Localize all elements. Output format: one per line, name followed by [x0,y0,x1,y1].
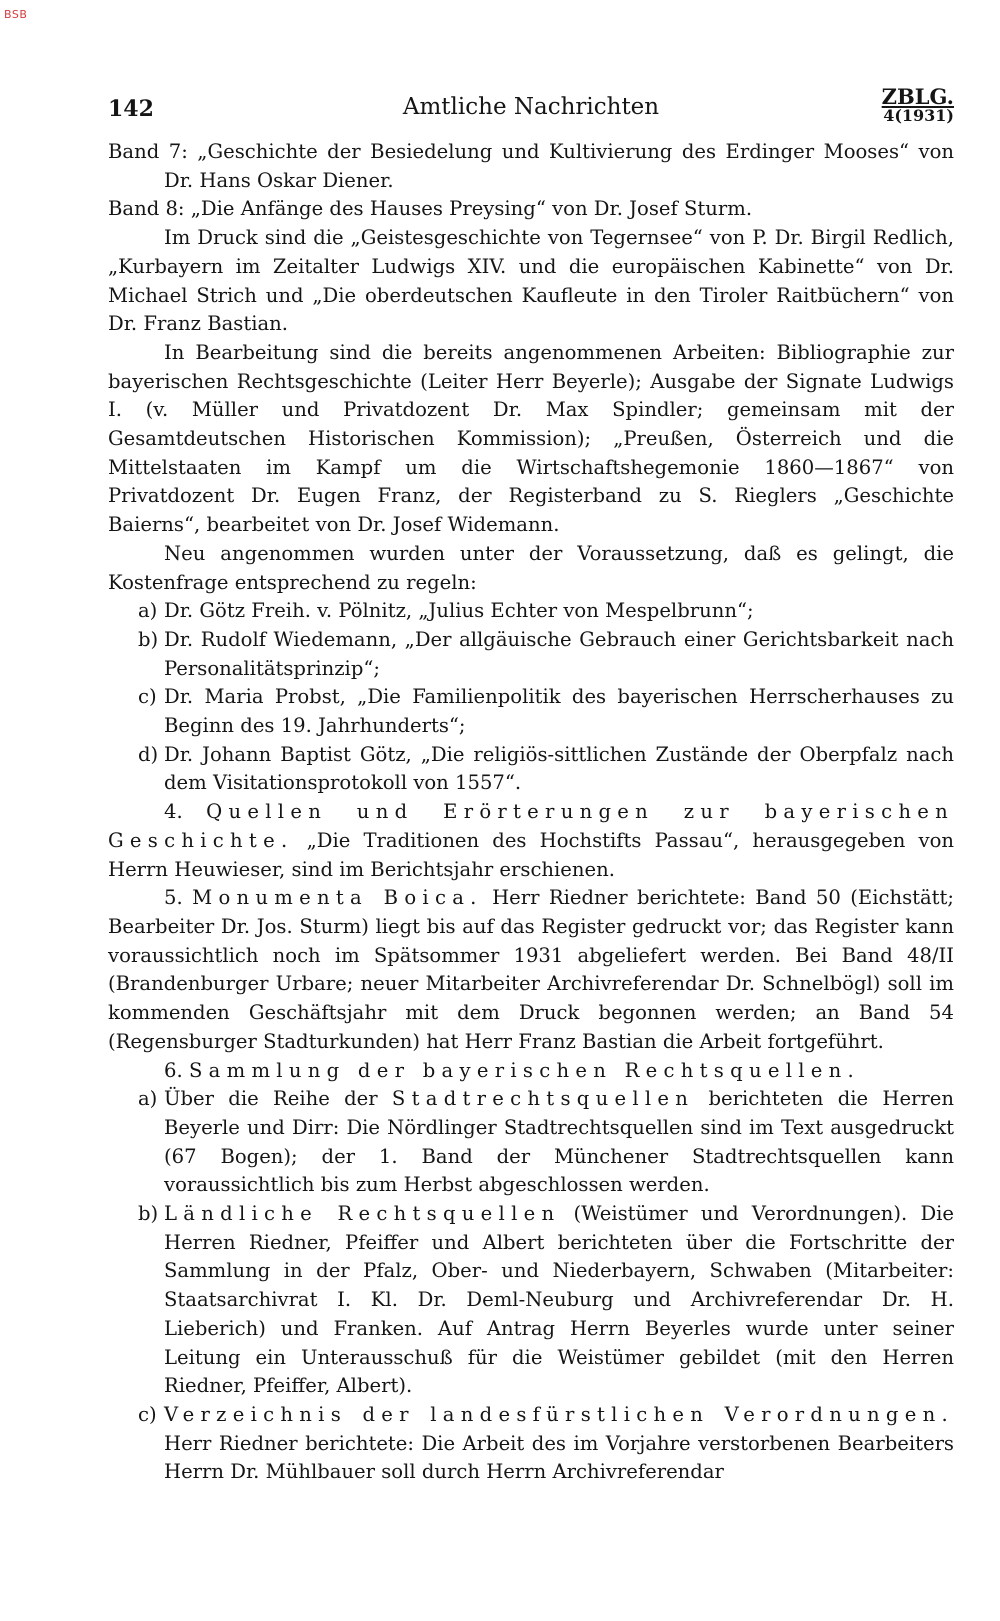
list-item-text: Dr. Rudolf Wiedemann, „Der allgäuische Gebrauch einer Gerichtsbarkeit nach Personalitätsprinzip“; [164,627,954,680]
list-item-text-after: Herr Riedner berichtete: Die Arbeit des im Vorjahre verstorbenen Bearbeiters Herrn Dr. Mühlbauer soll durch Herrn Archivreferendar [164,1431,954,1484]
body-text [108,138,954,1487]
section-number: 5. [164,886,183,910]
document-page [108,84,955,1487]
entry-band-8: Band 8: „Die Anfänge des Hauses Preysing“ von Dr. Josef Sturm. [108,197,753,221]
journal-abbreviation: ZBLG. [881,84,954,109]
page-number: 142 [108,96,154,122]
journal-mark [882,86,954,124]
list-item-text: Dr. Johann Baptist Götz, „Die religiös-sittlichen Zustände der Oberpfalz nach dem Visitationsprotokoll von 1557“. [164,742,954,795]
section-6 [108,1057,954,1086]
watermark: BSB [4,8,28,21]
section-text: „Die Traditionen des Hochstifts Passau“, herausgegeben von Herrn Heuwieser, sind im Berichtsjahr erschienen. [108,828,954,881]
section-text: Herr Riedner berichtete: Band 50 (Eichstätt; Bearbeiter Dr. Jos. Sturm) liegt bis auf das Register gedruckt vor; das Register kann voraussichtlich noch im Spätsommer 1931 abgeliefert werden. Bei Band 48/II (Brandenburger Urbare; neuer Mitarbeiter Archivreferendar Dr. Schnelbögl) soll im kommenden Geschäftsjahr mit dem Druck begonnen werden; an Band 54 (Regensburger Stadturkunden) hat Herr Franz Bastian die Arbeit fortgeführt. [108,886,955,1053]
list-marker: c) [138,685,157,709]
section-heading: Quellen und Erörterungen zur bayerischen Geschichte. [108,800,954,852]
section-4 [108,798,954,884]
page-header [108,84,954,138]
journal-volume: 4(1931) [883,106,954,125]
list-item-text-after: berichteten die Herren Beyerle und Dirr: Die Nördlinger Stadtrechtsquellen sind im Text ausgedruckt (67 Bogen); der 1. Band der Münchener Stadtrechtsquellen kann voraussichtlich bis zum Herbst abgeschlossen werden. [164,1087,955,1197]
entry-band-7: Band 7: „Geschichte der Besiedelung und Kultivierung des Erdinger Mooses“ von Dr. Hans Oskar Diener. [108,140,954,192]
list-item [108,1401,954,1487]
section-number: 6. [164,1058,183,1082]
list-item [108,683,954,740]
section-number: 4. [164,800,183,824]
running-title: Amtliche Nachrichten [402,94,660,120]
section-heading: Sammlung der bayerischen Rechtsquellen. [188,1058,861,1082]
list-item [108,597,954,626]
list-item-spaced-term: Ländliche Rechtsquellen [164,1202,561,1226]
list-marker: b) [138,627,159,651]
list-item [108,626,954,683]
list-item [108,1085,954,1200]
section-5 [108,884,954,1056]
list-item [108,741,954,798]
list-marker: d) [138,742,159,766]
list-marker: a) [138,599,158,623]
list-item [108,1200,954,1401]
list-item-text: Dr. Götz Freih. v. Pölnitz, „Julius Echter von Mespelbrunn“; [164,599,754,623]
list-item-spaced-term: Verzeichnis der landesfürstlichen Verordnungen. [164,1402,954,1426]
section-heading: Monumenta Boica. [192,886,483,910]
paragraph-neu-angenommen: Neu angenommen wurden unter der Voraussetzung, daß es gelingt, die Kostenfrage entsprechend zu regeln: [108,541,954,594]
list-item-text-after: (Weistümer und Verordnungen). Die Herren Riedner, Pfeiffer und Albert berichteten über die Fortschritte der Sammlung in der Pfalz, Ober- und Niederbayern, Schwaben (Mitarbeiter: Staatsarchivrat I. Kl. Dr. Deml-Neuburg und Archivreferendar Dr. H. Lieberich) und Franken. Auf Antrag Herrn Beyerles wurde unter seiner Leitung ein Unterausschuß für die Weistümer gebildet (mit den Herren Riedner, Pfeiffer, Albert). [164,1202,955,1398]
list-item-spaced-term: Stadtrechtsquellen [391,1087,695,1111]
list-marker: a) [138,1087,158,1111]
list-marker: b) [138,1202,159,1226]
list-item-text-before: Über die Reihe der [164,1087,378,1111]
list-item-text: Dr. Maria Probst, „Die Familienpolitik des bayerischen Herrscherhauses zu Beginn des 19. Jahrhunderts“; [164,685,954,738]
paragraph-in-bearbeitung: In Bearbeitung sind die bereits angenommenen Arbeiten: Bibliographie zur bayerischen Rechtsgeschichte (Leiter Herr Beyerle); Ausgabe der Signate Ludwigs I. (v. Müller und Privatdozent Dr. Max Spindler; gemeinsam mit der Gesamtdeutschen Historischen Kommission); „Preußen, Österreich und die Mittelstaaten im Kampf um die Wirtschaftshegemonie 1860—1867“ von Privatdozent Dr. Eugen Franz, der Registerband zu S. Rieglers „Geschichte Baierns“, bearbeitet von Dr. Josef Widemann. [108,340,954,537]
paragraph-im-druck: Im Druck sind die „Geistesgeschichte von Tegernsee“ von P. Dr. Birgil Redlich, „Kurbayern im Zeitalter Ludwigs XIV. und die europäischen Kabinette“ von Dr. Michael Strich und „Die oberdeutschen Kaufleute in den Tiroler Raitbüchern“ von Dr. Franz Bastian. [108,226,954,336]
list-marker: c) [138,1402,157,1426]
